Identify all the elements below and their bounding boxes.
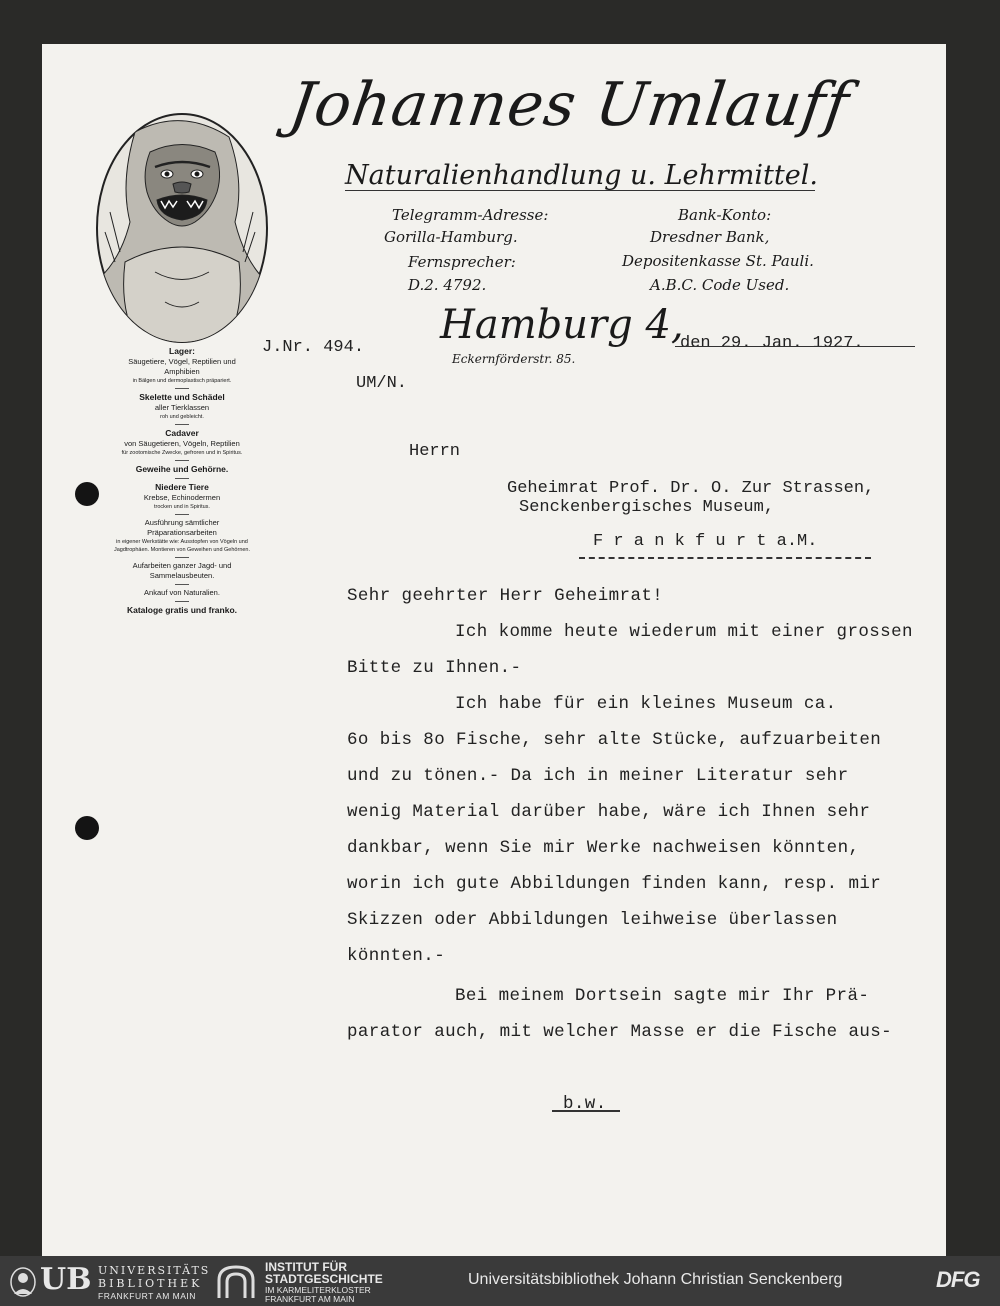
isg-line-1: INSTITUT FÜR [265,1260,347,1274]
date-line [675,346,915,347]
sidebar-heading: Cadaver [165,428,199,438]
sidebar-block [112,605,252,616]
company-name: Johannes Umlauff [285,70,854,140]
sidebar-block [112,518,252,554]
sidebar-heading: Lager: [169,346,195,356]
code-note: A.B.C. Code Used. [650,276,790,294]
gorilla-portrait-image [95,112,269,344]
sidebar-fine-print: roh und gebleicht. [160,414,204,420]
bank-name: Dresdner Bank, [650,228,770,246]
services-sidebar [112,346,252,619]
recipient-city: F r a n k f u r t a.M. [593,532,818,551]
subtitle-underline [345,190,815,191]
sidebar-divider [175,460,189,461]
sidebar-fine-print: für zootomische Zwecke, gefroren und in Spiritus. [121,450,243,456]
body-line: parator auch, mit welcher Masse er die Fische aus- [347,1022,893,1042]
isg-line-4: FRANKFURT AM MAIN [265,1294,355,1304]
sidebar-text: Aufarbeiten ganzer Jagd- und Sammelausbeuten. [132,561,232,580]
sidebar-divider [175,478,189,479]
body-line: 6o bis 8o Fische, sehr alte Stücke, aufzuarbeiten [347,730,882,750]
phone-label: Fernsprecher: [408,253,516,271]
reference-initials: UM/N. [356,374,408,393]
phone-value: D.2. 4792. [408,276,487,294]
sidebar-block [112,346,252,385]
sidebar-block [112,482,252,511]
recipient-institution: Senckenbergisches Museum, [519,498,775,517]
punch-hole-top [75,482,99,506]
ub-portrait-logo-icon [8,1266,38,1298]
telegram-label: Telegramm-Adresse: [392,206,549,224]
sidebar-block [112,392,252,421]
pto-underline [552,1110,620,1112]
isg-line-2: STADTGESCHICHTE [265,1272,383,1286]
bank-branch: Depositenkasse St. Pauli. [622,252,814,270]
body-line: Ich habe für ein kleines Museum ca. [455,694,837,714]
sidebar-heading: Kataloge gratis und franko. [126,605,238,615]
footer-center-text: Universitätsbibliothek Johann Christian Senckenberg [468,1271,843,1288]
sidebar-text: Krebse, Echinodermen [143,493,221,502]
body-line: Bei meinem Dortsein sagte mir Ihr Prä- [455,986,870,1006]
company-subtitle: Naturalienhandlung u. Lehrmittel. [345,160,818,191]
sidebar-heading: Skelette und Schädel [139,392,225,402]
page-turn-note: b.w. [563,1094,607,1114]
body-line: Skizzen oder Abbildungen leihweise überlassen [347,910,838,930]
body-line: und zu tönen.- Da ich in meiner Literatur sehr [347,766,849,786]
body-line: wenig Material darüber habe, wäre ich Ihnen sehr [347,802,871,822]
body-line: könnten.- [347,946,446,966]
body-line: worin ich gute Abbildungen finden kann, resp. mir [347,874,882,894]
sidebar-fine-print: trocken und in Spiritus. [154,504,210,510]
sidebar-block [112,588,252,598]
ub-line-1: UNIVERSITÄTS [98,1264,211,1277]
letter-date: den 29. Jan. 1927. [680,334,864,353]
sidebar-heading: Niedere Tiere [155,482,209,492]
city-underline [579,557,871,559]
isg-arch-logo-icon [216,1264,256,1300]
sidebar-divider [175,388,189,389]
isg-line-3: IM KARMELITERKLOSTER [265,1285,371,1295]
ub-line-2: BIBLIOTHEK [98,1277,203,1290]
journal-number: J.Nr. 494. [262,338,365,357]
ub-logo-text: UB [40,1262,92,1297]
sidebar-block [112,428,252,457]
sidebar-text: Ankauf von Naturalien. [144,588,220,597]
telegram-value: Gorilla-Hamburg. [384,228,518,246]
sidebar-divider [175,514,189,515]
sidebar-fine-print: in eigener Werkstätte wie: Ausstopfen von Vögeln und Jagdtrophäen. Montieren von Geweihen und Gehörnen. [113,539,251,553]
sidebar-block [112,464,252,475]
city-name: Hamburg 4, [440,302,684,348]
sidebar-text: Ausführung sämtlicher Präparationsarbeiten [144,518,220,537]
ub-line-3: FRANKFURT AM MAIN [98,1291,196,1301]
sidebar-divider [175,584,189,585]
body-line: Bitte zu Ihnen.- [347,658,522,678]
street-address: Eckernförderstr. 85. [452,352,576,366]
sidebar-block [112,561,252,581]
sidebar-divider [175,557,189,558]
sidebar-text: von Säugetieren, Vögeln, Reptilien [124,439,240,448]
dfg-logo: DFG [936,1267,980,1292]
sidebar-text: aller Tierklassen [154,403,210,412]
sidebar-text: Säugetiere, Vögel, Reptilien und Amphibien [128,357,236,376]
bank-label: Bank-Konto: [678,206,772,224]
letter-greeting: Sehr geehrter Herr Geheimrat! [347,586,664,606]
sidebar-divider [175,601,189,602]
recipient-name: Geheimrat Prof. Dr. O. Zur Strassen, [507,479,875,498]
sidebar-heading: Geweihe und Gehörne. [135,464,229,474]
sidebar-divider [175,424,189,425]
sidebar-fine-print: in Bälgen und dermoplastisch präpariert. [132,378,232,384]
body-line: Ich komme heute wiederum mit einer grossen [455,622,913,642]
punch-hole-bottom [75,816,99,840]
archive-footer-bar [0,1256,1000,1306]
salutation-herrn: Herrn [409,442,461,461]
body-line: dankbar, wenn Sie mir Werke nachweisen könnten, [347,838,860,858]
